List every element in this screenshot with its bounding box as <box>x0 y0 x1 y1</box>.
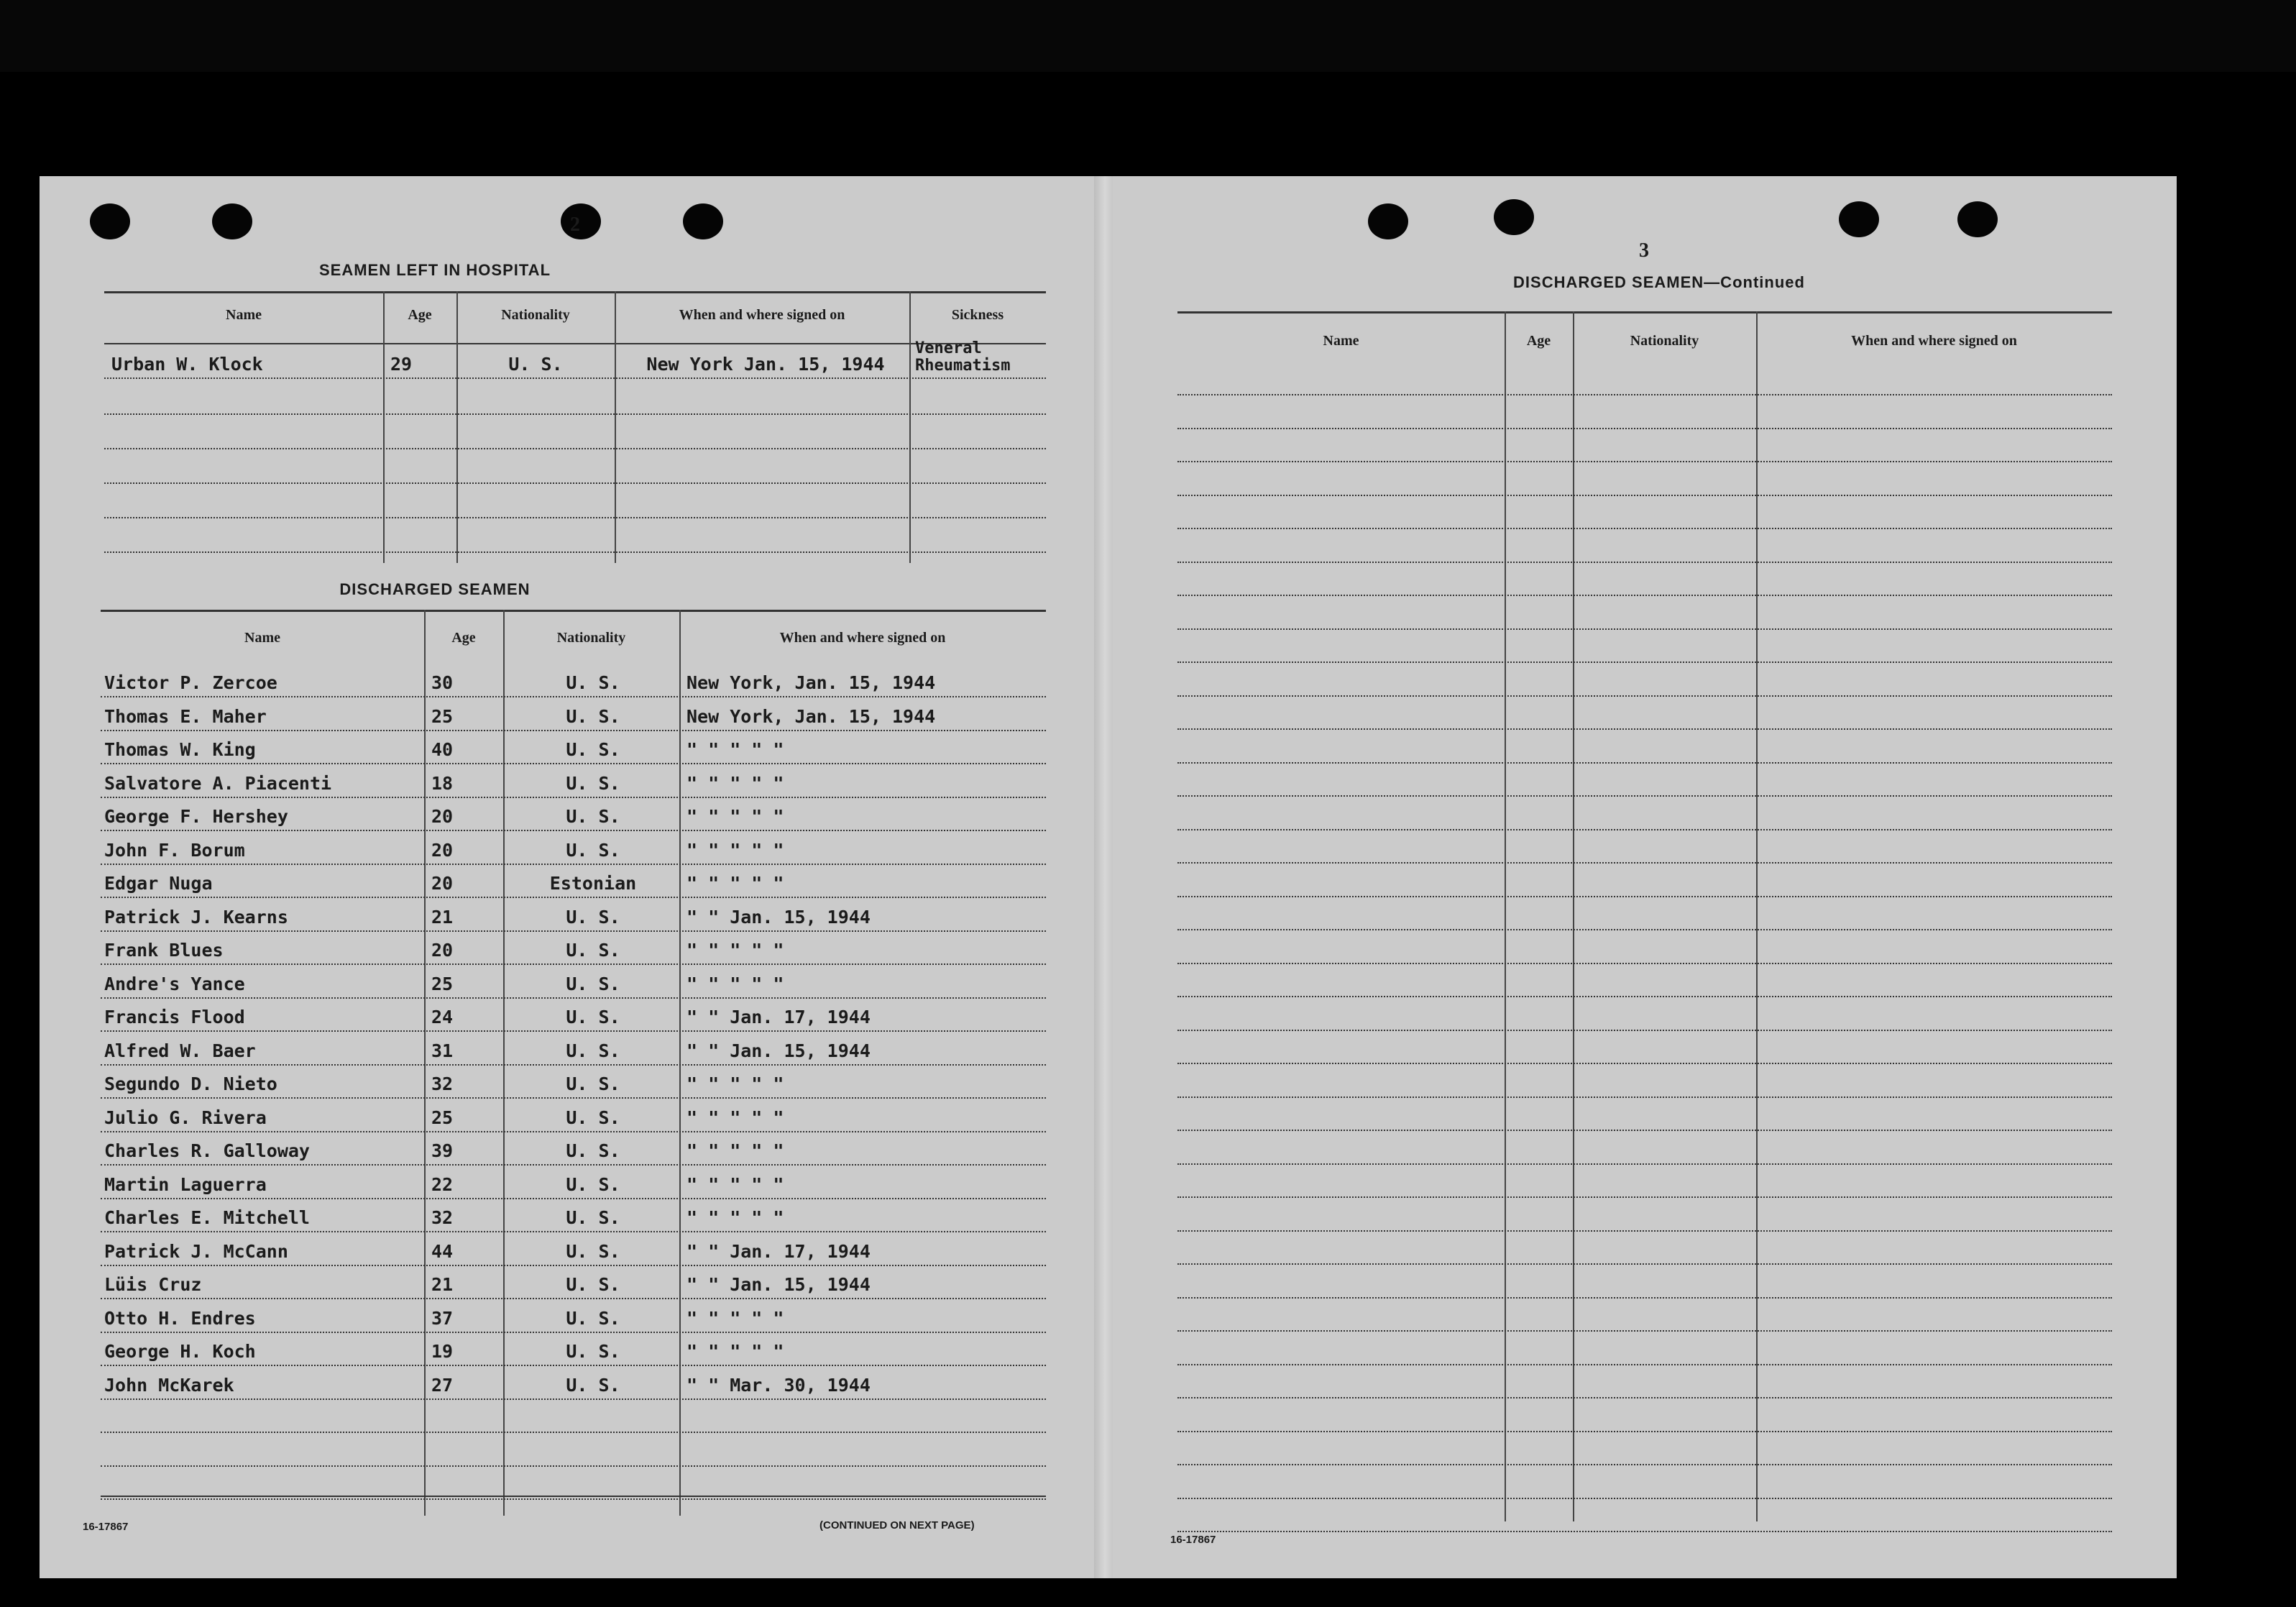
left-page <box>40 176 1096 1578</box>
cell-signed-on: New York, Jan. 15, 1944 <box>686 705 936 727</box>
table-row <box>101 1099 1046 1132</box>
cell-nationality: U. S. <box>566 705 620 727</box>
cell-age: 25 <box>431 973 454 994</box>
cell-age: 30 <box>431 672 454 693</box>
continued-note: (CONTINUED ON NEXT PAGE) <box>819 1519 975 1532</box>
table-row <box>1177 797 2112 830</box>
cell-age: 20 <box>431 940 454 961</box>
cell-name: Julio G. Rivera <box>104 1107 267 1128</box>
cell-name: George F. Hershey <box>104 806 288 827</box>
cell-age: 37 <box>431 1307 454 1329</box>
cell-age: 20 <box>431 806 454 827</box>
cell-nationality: U. S. <box>566 1307 620 1329</box>
cell-signed-on: " " " " " <box>686 873 784 894</box>
table-row <box>101 1399 1046 1433</box>
cell-signed-on: " " " " " <box>686 1073 784 1094</box>
table-row <box>1177 663 2112 697</box>
cell-signed-on: " " " " " <box>686 940 784 961</box>
cell-nationality: U. S. <box>566 739 620 760</box>
table-row <box>101 731 1046 764</box>
cell-age: 24 <box>431 1007 454 1027</box>
header-signed-on: When and where signed on <box>679 307 845 323</box>
cell-name: Martin Laguerra <box>104 1173 267 1195</box>
cell-age: 22 <box>431 1173 454 1195</box>
table-row <box>1177 1398 2112 1432</box>
table-row <box>104 413 1046 449</box>
cell-age: 25 <box>431 705 454 727</box>
cell-nationality: U. S. <box>566 806 620 827</box>
table-row <box>1177 763 2112 797</box>
cell-age: 32 <box>431 1207 454 1228</box>
cell-signed-on: " " Jan. 15, 1944 <box>686 1274 871 1295</box>
cell-nationality: U. S. <box>508 354 563 375</box>
table-row <box>1177 1432 2112 1465</box>
table-row <box>1177 1332 2112 1365</box>
cell-signed-on: " " " " " <box>686 1341 784 1362</box>
cell-signed-on: " " " " " <box>686 839 784 861</box>
punch-hole <box>90 203 130 239</box>
discharged-section-title: DISCHARGED SEAMEN <box>339 580 531 598</box>
cell-name: Charles E. Mitchell <box>104 1207 310 1228</box>
table-row <box>1177 429 2112 462</box>
cell-nationality: U. S. <box>566 1341 620 1362</box>
table-row <box>1177 1465 2112 1499</box>
cell-signed-on: " " " " " <box>686 806 784 827</box>
cell-age: 18 <box>431 772 454 794</box>
table-row <box>1177 1097 2112 1131</box>
table-row <box>101 1299 1046 1333</box>
cell-nationality: U. S. <box>566 1140 620 1161</box>
cell-signed-on: " " " " " <box>686 1107 784 1128</box>
cell-age: 25 <box>431 1107 454 1128</box>
table-row <box>1177 1298 2112 1332</box>
table-row <box>1177 462 2112 496</box>
table-row <box>1177 529 2112 563</box>
table-row <box>101 864 1046 898</box>
table-row <box>101 898 1046 932</box>
table-row <box>1177 596 2112 630</box>
cell-nationality: U. S. <box>566 973 620 994</box>
cell-name: Segundo D. Nieto <box>104 1073 277 1094</box>
table-row <box>101 1265 1046 1299</box>
cell-nationality: U. S. <box>566 1073 620 1094</box>
table-row <box>1177 1030 2112 1064</box>
table-row <box>1177 696 2112 730</box>
cell-signed-on: " " " " " <box>686 772 784 794</box>
cell-signed-on: " " " " " <box>686 973 784 994</box>
table-row <box>101 931 1046 965</box>
cell-nationality: U. S. <box>566 1107 620 1128</box>
cell-nationality: U. S. <box>566 1173 620 1195</box>
table-row <box>101 1166 1046 1199</box>
table-row <box>1177 963 2112 997</box>
table-row <box>1177 864 2112 897</box>
table-row <box>101 965 1046 999</box>
table-row <box>1177 1365 2112 1398</box>
table-row <box>104 517 1046 553</box>
cell-signed-on: " " " " " <box>686 1207 784 1228</box>
table-row <box>1177 830 2112 864</box>
punch-hole <box>1494 199 1534 235</box>
table-row <box>101 998 1046 1032</box>
hospital-section-title: SEAMEN LEFT IN HOSPITAL <box>318 261 551 279</box>
cell-signed-on: " " " " " <box>686 739 784 760</box>
cell-nationality: U. S. <box>566 772 620 794</box>
header-nationality: Nationality <box>501 307 570 323</box>
cell-name: Charles R. Galloway <box>104 1140 310 1161</box>
table-row <box>101 1132 1046 1166</box>
table-row <box>101 1433 1046 1467</box>
table-row <box>104 482 1046 518</box>
cell-name: Patrick J. Kearns <box>104 906 288 928</box>
cell-name: Thomas E. Maher <box>104 705 267 727</box>
table-row <box>101 697 1046 731</box>
cell-age: 21 <box>431 1274 454 1295</box>
cell-name: Victor P. Zercoe <box>104 672 277 693</box>
cell-nationality: U. S. <box>566 906 620 928</box>
cell-signed-on: New York Jan. 15, 1944 <box>646 354 885 375</box>
table-row <box>101 1065 1046 1099</box>
punch-hole <box>1839 201 1879 237</box>
table-row <box>1177 730 2112 764</box>
table-row <box>1177 997 2112 1031</box>
header-name: Name <box>1323 333 1359 349</box>
cell-age: 21 <box>431 906 454 928</box>
table-row <box>104 340 1046 379</box>
cell-nationality: U. S. <box>566 1274 620 1295</box>
table-row <box>1177 1164 2112 1198</box>
right-page <box>1113 176 2177 1578</box>
page-number: 3 <box>1639 239 1649 262</box>
table-row <box>1177 1064 2112 1098</box>
cell-signed-on: " " " " " <box>686 1140 784 1161</box>
table-row <box>101 764 1046 798</box>
table-row <box>104 379 1046 415</box>
cell-name: Patrick J. McCann <box>104 1240 288 1262</box>
cell-nationality: U. S. <box>566 940 620 961</box>
header-name: Name <box>244 630 280 646</box>
header-signed-on: When and where signed on <box>1851 333 2017 349</box>
table-row <box>101 1366 1046 1400</box>
table-row <box>1177 362 2112 395</box>
cell-sickness: Veneral Rheumatism <box>915 340 1011 375</box>
cell-age: 27 <box>431 1374 454 1396</box>
cell-age: 32 <box>431 1073 454 1094</box>
table-row <box>1177 395 2112 429</box>
table-row <box>101 664 1046 697</box>
table-row <box>1177 930 2112 964</box>
header-age: Age <box>451 630 476 646</box>
continued-table <box>1177 311 2112 1523</box>
table-row <box>101 1199 1046 1232</box>
table-row <box>101 831 1046 865</box>
cell-name: Alfred W. Baer <box>104 1040 256 1061</box>
cell-signed-on: " " " " " <box>686 1173 784 1195</box>
cell-name: John F. Borum <box>104 839 245 861</box>
header-nationality: Nationality <box>556 630 626 646</box>
table-row <box>1177 1231 2112 1265</box>
header-nationality: Nationality <box>1630 333 1699 349</box>
punch-hole <box>212 203 252 239</box>
cell-nationality: Estonian <box>549 873 637 894</box>
table-row <box>1177 562 2112 596</box>
header-sickness: Sickness <box>951 307 1004 323</box>
cell-name: Thomas W. King <box>104 739 256 760</box>
table-row <box>104 448 1046 484</box>
table-row <box>101 1332 1046 1366</box>
cell-age: 20 <box>431 839 454 861</box>
punch-hole <box>683 203 723 239</box>
cell-name: Salvatore A. Piacenti <box>104 772 332 794</box>
table-row <box>1177 1131 2112 1165</box>
header-age: Age <box>408 307 432 323</box>
table-row <box>101 797 1046 831</box>
continued-section-title: DISCHARGED SEAMEN—Continued <box>1513 273 1805 291</box>
page-number: 2 <box>570 214 580 236</box>
cell-age: 40 <box>431 739 454 760</box>
cell-nationality: U. S. <box>566 839 620 861</box>
table-row <box>1177 1198 2112 1232</box>
cell-signed-on: " " " " " <box>686 1307 784 1329</box>
table-row <box>101 1466 1046 1500</box>
table-row <box>1177 897 2112 930</box>
cell-name: Lüis Cruz <box>104 1274 202 1295</box>
cell-nationality: U. S. <box>566 1374 620 1396</box>
table-row <box>101 1232 1046 1266</box>
scan-background <box>0 0 2296 72</box>
header-signed-on: When and where signed on <box>779 630 946 646</box>
form-number: 16-17867 <box>1170 1534 1216 1546</box>
table-row <box>1177 1498 2112 1532</box>
header-name: Name <box>226 307 262 323</box>
cell-age: 29 <box>390 354 413 375</box>
cell-name: Francis Flood <box>104 1007 245 1027</box>
discharged-table <box>101 610 1046 1517</box>
table-row <box>101 1032 1046 1066</box>
cell-name: Otto H. Endres <box>104 1307 256 1329</box>
cell-age: 39 <box>431 1140 454 1161</box>
hospital-table <box>104 291 1046 564</box>
table-row <box>1177 629 2112 663</box>
cell-age: 44 <box>431 1240 454 1262</box>
cell-age: 19 <box>431 1341 454 1362</box>
cell-nationality: U. S. <box>566 1207 620 1228</box>
punch-hole <box>1957 201 1998 237</box>
form-number: 16-17867 <box>83 1521 129 1533</box>
punch-hole <box>1368 203 1408 239</box>
header-age: Age <box>1526 333 1551 349</box>
cell-age: 31 <box>431 1040 454 1061</box>
table-row <box>1177 1265 2112 1299</box>
cell-name: John McKarek <box>104 1374 234 1396</box>
cell-nationality: U. S. <box>566 1007 620 1027</box>
cell-signed-on: " " Jan. 17, 1944 <box>686 1240 871 1262</box>
cell-name: Andre's Yance <box>104 973 245 994</box>
cell-nationality: U. S. <box>566 1240 620 1262</box>
cell-signed-on: " " Jan. 17, 1944 <box>686 1007 871 1027</box>
cell-age: 20 <box>431 873 454 894</box>
cell-nationality: U. S. <box>566 1040 620 1061</box>
punch-hole <box>561 203 601 239</box>
cell-name: Urban W. Klock <box>111 354 263 375</box>
cell-nationality: U. S. <box>566 672 620 693</box>
cell-name: George H. Koch <box>104 1341 256 1362</box>
cell-signed-on: " " Jan. 15, 1944 <box>686 1040 871 1061</box>
table-row <box>1177 495 2112 529</box>
cell-signed-on: " " Mar. 30, 1944 <box>686 1374 871 1396</box>
cell-signed-on: " " Jan. 15, 1944 <box>686 906 871 928</box>
cell-signed-on: New York, Jan. 15, 1944 <box>686 672 936 693</box>
cell-name: Frank Blues <box>104 940 224 961</box>
cell-name: Edgar Nuga <box>104 873 213 894</box>
